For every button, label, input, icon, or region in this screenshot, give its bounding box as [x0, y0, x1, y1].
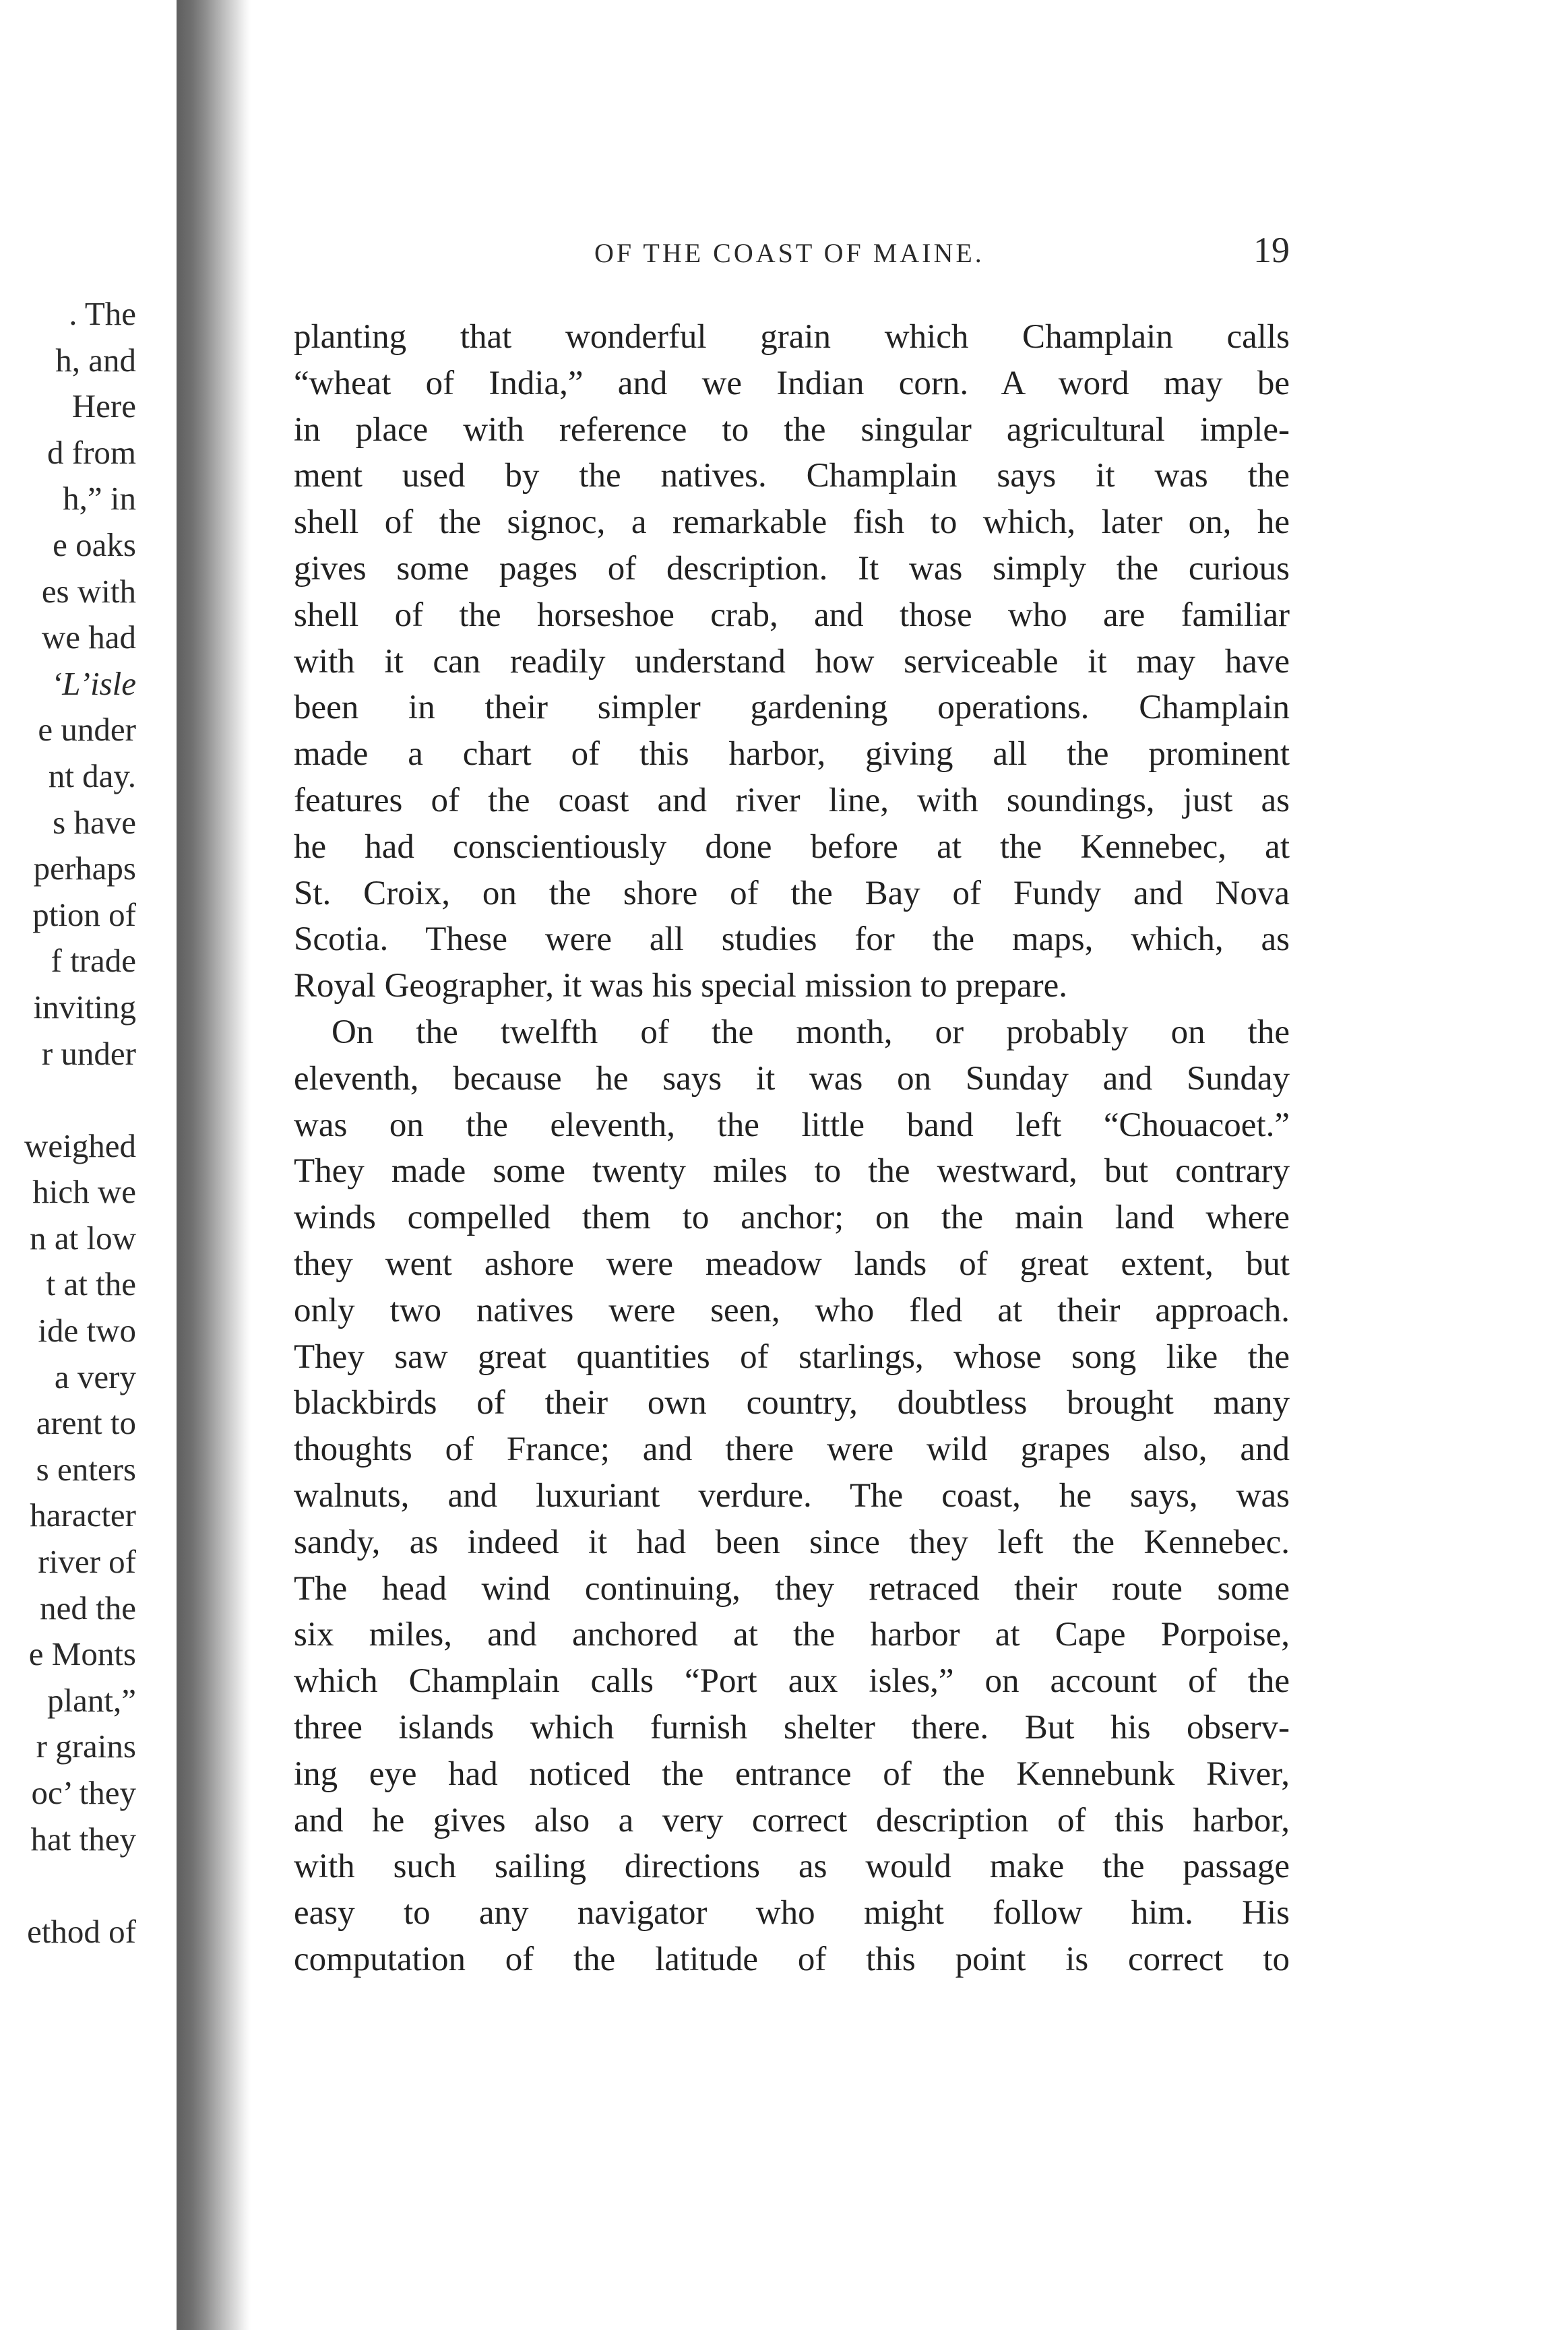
left-fragment-line: s enters: [36, 1450, 136, 1488]
left-fragment-line: r grains: [36, 1728, 136, 1765]
left-fragment-line: t at the: [46, 1265, 136, 1303]
left-fragment-line: perhaps: [33, 850, 136, 887]
text-line: with it can readily understand how serviceable it may have: [294, 642, 1290, 681]
left-fragment-gap: [0, 1077, 136, 1123]
left-fragment-line: . The: [69, 295, 136, 332]
left-fragment-line: e under: [38, 711, 136, 749]
running-head: OF THE COAST OF MAINE.: [594, 238, 984, 268]
left-fragment-line: h,” in: [63, 480, 136, 517]
text-line: computation of the latitude of this point is correct to: [294, 1940, 1290, 1978]
left-fragment-line: haracter: [30, 1497, 136, 1534]
left-fragment-line: ption of: [32, 895, 136, 933]
left-fragment-line: hat they: [30, 1820, 136, 1858]
left-fragment-line: ide two: [38, 1312, 136, 1350]
left-facing-page: [0, 0, 182, 2330]
text-line: sandy, as indeed it had been since they left the Kennebec.: [294, 1523, 1290, 1561]
left-fragment-line: [0, 661, 136, 707]
left-fragment-line: ned the: [40, 1589, 136, 1627]
text-line: he had conscientiously done before at the Kennebec, at: [294, 827, 1290, 866]
left-fragment-line: f trade: [51, 942, 136, 980]
text-line: On the twelfth of the month, or probably on the: [332, 1013, 1290, 1051]
left-fragment-line: nt day.: [48, 757, 136, 794]
left-fragment-text: ‘L’isle: [51, 664, 136, 702]
text-line: shell of the horseshoe crab, and those who are familiar: [294, 596, 1290, 634]
left-fragment-line: s have: [53, 803, 136, 841]
text-line: They made some twenty miles to the westward, but contrary: [294, 1152, 1290, 1191]
left-fragment-line: hich we: [32, 1173, 136, 1211]
text-line: made a chart of this harbor, giving all the prominent: [294, 735, 1290, 774]
text-line: was on the eleventh, the little band left “Chouacoet.”: [294, 1106, 1290, 1144]
left-fragment-line: es with: [41, 572, 136, 610]
text-line: Royal Geographer, it was his special mission to prepare.: [294, 967, 1067, 1005]
text-line: which Champlain calls “Port aux isles,” on account of the: [294, 1662, 1290, 1701]
text-line: three islands which furnish shelter there. But his observ-: [294, 1708, 1290, 1746]
text-line: been in their simpler gardening operations. Champlain: [294, 689, 1290, 727]
text-line: only two natives were seen, who fled at their approach.: [294, 1291, 1290, 1329]
text-line: winds compelled them to anchor; on the main land where: [294, 1199, 1290, 1237]
text-line: shell of the signoc, a remarkable fish to which, later on, he: [294, 503, 1290, 542]
text-line: They saw great quantities of starlings, whose song like the: [294, 1337, 1290, 1376]
text-line: walnuts, and luxuriant verdure. The coast, he says, was: [294, 1476, 1290, 1515]
left-fragment-line: a very: [54, 1358, 136, 1395]
right-page: [251, 0, 1568, 2330]
text-line: and he gives also a very correct description of this harbor,: [294, 1801, 1290, 1839]
text-line: in place with reference to the singular agricultural imple-: [294, 410, 1290, 449]
text-line: they went ashore were meadow lands of great extent, but: [294, 1245, 1290, 1283]
left-fragment-line: ethod of: [27, 1912, 136, 1950]
left-fragment-line: d from: [47, 433, 136, 471]
left-fragment-gap: [0, 1862, 136, 1909]
left-fragment-line: weighed: [24, 1127, 136, 1164]
left-fragment-line: Here: [71, 387, 136, 425]
body-text: [294, 314, 1290, 1983]
text-line: “wheat of India,” and we Indian corn. A word may be: [294, 364, 1290, 402]
left-fragment-line: plant,”: [47, 1681, 136, 1719]
text-line: with such sailing directions as would make the passage: [294, 1848, 1290, 1886]
text-line: ing eye had noticed the entrance of the Kennebunk River,: [294, 1755, 1290, 1793]
text-line: six miles, and anchored at the harbor at Cape Porpoise,: [294, 1616, 1290, 1654]
text-line: eleventh, because he says it was on Sunday and Sunday: [294, 1059, 1290, 1098]
left-fragment-line: inviting: [33, 988, 136, 1026]
page-number: 19: [1253, 230, 1290, 270]
text-line: features of the coast and river line, with soundings, just as: [294, 781, 1290, 819]
text-line: The head wind continuing, they retraced their route some: [294, 1569, 1290, 1608]
text-line: thoughts of France; and there were wild grapes also, and: [294, 1430, 1290, 1469]
left-fragment-line: oc’ they: [31, 1774, 136, 1811]
left-fragment-line: e Monts: [28, 1635, 136, 1673]
text-line: planting that wonderful grain which Champlain calls: [294, 318, 1290, 356]
left-fragment-line: e oaks: [53, 526, 136, 563]
left-page-text-fragments: [0, 291, 136, 1955]
book-gutter-shadow: [177, 0, 251, 2330]
left-fragment-line: n at low: [30, 1219, 136, 1257]
left-fragment-line: r under: [41, 1034, 136, 1072]
left-fragment-line: we had: [41, 619, 136, 656]
left-fragment-line: h, and: [55, 341, 136, 379]
text-line: St. Croix, on the shore of the Bay of Fundy and Nova: [294, 874, 1290, 912]
text-line: gives some pages of description. It was simply the curious: [294, 549, 1290, 588]
left-fragment-line: river of: [38, 1543, 136, 1581]
text-line: easy to any navigator who might follow him. His: [294, 1894, 1290, 1932]
left-fragment-line: arent to: [36, 1404, 136, 1442]
text-line: ment used by the natives. Champlain says it was the: [294, 457, 1290, 495]
text-line: blackbirds of their own country, doubtless brought many: [294, 1384, 1290, 1422]
text-line: Scotia. These were all studies for the maps, which, as: [294, 920, 1290, 959]
